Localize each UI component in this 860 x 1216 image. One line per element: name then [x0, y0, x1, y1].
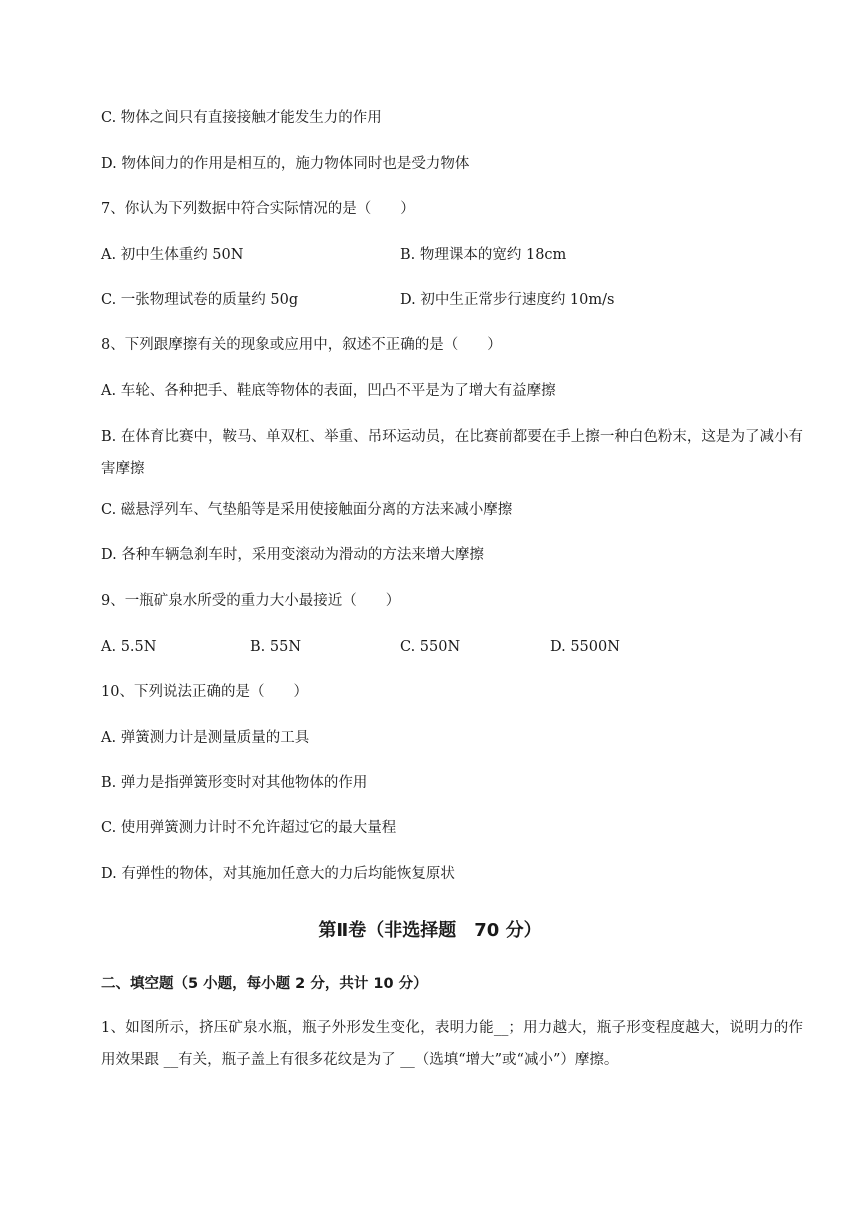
q6-option-c: C. 物体之间只有直接接触才能发生力的作用	[101, 110, 382, 126]
q10-option-c: C. 使用弹簧测力计时不允许超过它的最大量程	[101, 820, 397, 836]
part-two-title: 第Ⅱ卷（非选择题 70 分）	[318, 920, 542, 941]
q7-option-d: D. 初中生正常步行速度约 10m/s	[400, 292, 615, 308]
q6-option-d: D. 物体间力的作用是相互的，施力物体同时也是受力物体	[101, 156, 470, 172]
q10-option-d: D. 有弹性的物体，对其施加任意大的力后均能恢复原状	[101, 866, 455, 882]
q9-option-c: C. 550N	[400, 639, 461, 655]
q10-option-b: B. 弹力是指弹簧形变时对其他物体的作用	[101, 775, 368, 791]
q9-option-d: D. 5500N	[550, 639, 620, 655]
q7-stem: 7、你认为下列数据中符合实际情况的是（ ）	[101, 201, 415, 217]
q7-option-c: C. 一张物理试卷的质量约 50g	[101, 292, 299, 308]
q9-option-b: B. 55N	[250, 639, 302, 655]
q8-stem: 8、下列跟摩擦有关的现象或应用中，叙述不正确的是（ ）	[101, 337, 502, 353]
fill-blank-q1: 1、如图所示，挤压矿泉水瓶，瓶子外形发生变化，表明力能__；用力越大，瓶子形变程度越大，说明力的作用效果跟 __有关，瓶子盖上有很多花纹是为了 __（选填“增大”或“减小”）摩擦。	[101, 1020, 803, 1068]
q7-option-a: A. 初中生体重约 50N	[101, 247, 244, 263]
q8-option-b: B. 在体育比赛中，鞍马、单双杠、举重、吊环运动员，在比赛前都要在手上擦一种白色粉末，这是为了减小有害摩擦	[101, 429, 803, 477]
fill-blank-section-heading: 二、填空题（5 小题，每小题 2 分，共计 10 分）	[101, 976, 428, 992]
q8-option-d: D. 各种车辆急刹车时，采用变滚动为滑动的方法来增大摩擦	[101, 547, 484, 563]
q8-option-a: A. 车轮、各种把手、鞋底等物体的表面，凹凸不平是为了增大有益摩擦	[101, 383, 556, 399]
q10-stem: 10、下列说法正确的是（ ）	[101, 684, 308, 700]
q9-option-a: A. 5.5N	[101, 639, 157, 655]
q10-option-a: A. 弹簧测力计是测量质量的工具	[101, 730, 310, 746]
q9-stem: 9、一瓶矿泉水所受的重力大小最接近（ ）	[101, 593, 401, 609]
q7-option-b: B. 物理课本的宽约 18cm	[400, 247, 567, 263]
q8-option-c: C. 磁悬浮列车、气垫船等是采用使接触面分离的方法来减小摩擦	[101, 502, 513, 518]
